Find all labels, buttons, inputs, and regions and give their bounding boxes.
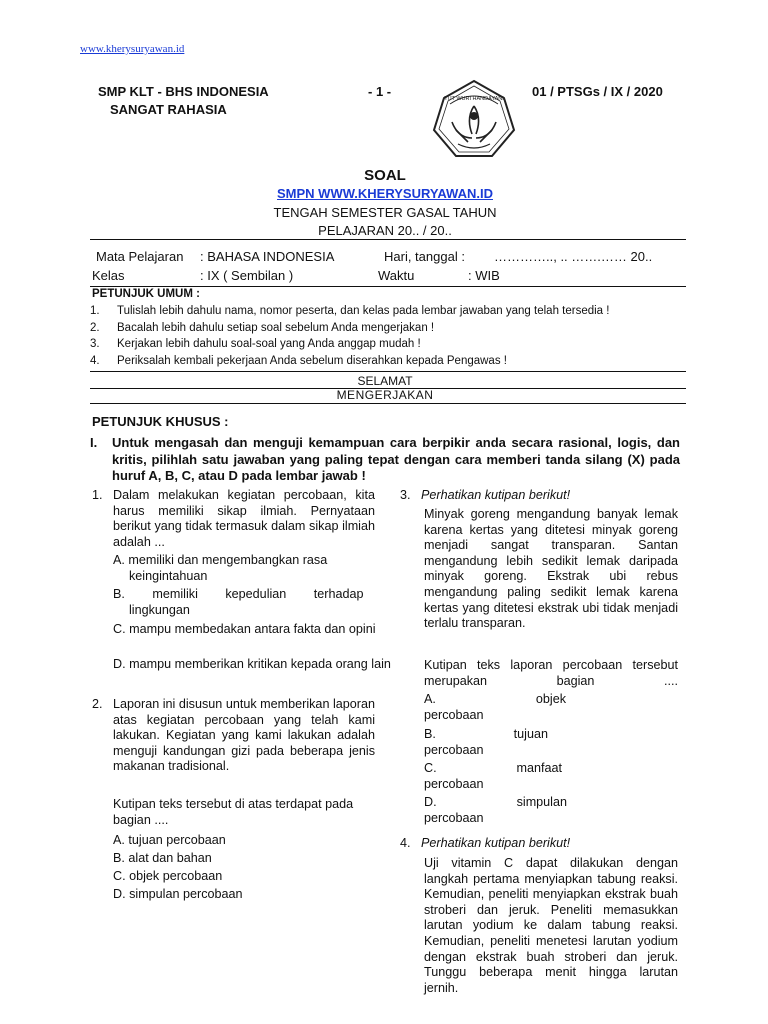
question-1-option-d[interactable]: D. mampu memberikan kritikan kepada orang lain [113, 657, 391, 671]
item-text: Kerjakan lebih dahulu soal-soal yang Anda anggap mudah ! [117, 338, 421, 351]
time-label: Waktu [378, 268, 415, 283]
confidential-label: SANGAT RAHASIA [110, 102, 227, 117]
option-letter: C. [424, 761, 437, 775]
time-value: : WIB [468, 268, 500, 283]
question-2-text: Laporan ini disusun untuk memberikan laporan atas kegiatan percobaan yang telah kami lakukan. Kegiatan yang kami lakukan adalah menguji kandungan gizi pada beberapa jenis makanan tradisional. [113, 697, 375, 774]
option-letter: D. [424, 795, 437, 809]
question-3-option-d[interactable] [424, 795, 567, 826]
question-2-number: 2. [92, 697, 103, 711]
item-text: Bacalah lebih dahulu setiap soal sebelum Anda mengerjakan ! [117, 321, 435, 334]
tut-wuri-handayani-logo [428, 78, 520, 162]
option-word: tujuan [513, 727, 548, 741]
question-1-option-a[interactable]: A. memiliki dan mengembangkan rasa keingintahuan [113, 553, 328, 583]
item-number: 1. [90, 305, 100, 317]
question-3-option-b[interactable] [424, 727, 548, 758]
divider [90, 239, 686, 240]
exam-title-line1: TENGAH SEMESTER GASAL TAHUN [273, 205, 497, 220]
option-continuation: percobaan [424, 742, 484, 757]
svg-text:TUT WURI HANDAYANI: TUT WURI HANDAYANI [444, 96, 504, 102]
option-word: objek [535, 692, 566, 706]
divider [90, 371, 686, 372]
question-3-number: 3. [400, 488, 411, 502]
question-1-number: 1. [92, 488, 103, 502]
question-2-option-c[interactable]: C. objek percobaan [113, 869, 223, 883]
list-item [90, 353, 690, 370]
soal-title: SOAL [364, 167, 406, 184]
question-2-option-a[interactable]: A. tujuan percobaan [113, 833, 226, 847]
school-subject: SMP KLT - BHS INDONESIA [98, 84, 269, 99]
item-text: Periksalah kembali pekerjaan Anda sebelum diserahkan kepada Pengawas ! [117, 354, 507, 367]
question-2-prompt: Kutipan teks tersebut di atas terdapat pada bagian .... [113, 797, 354, 827]
date-value: ………….., .. …….…… 20.. [494, 249, 653, 264]
selamat-line1: SELAMAT [357, 374, 413, 388]
item-number: 2. [90, 321, 100, 334]
document-code: 01 / PTSGs / IX / 2020 [532, 84, 663, 99]
exam-title-line2: PELAJARAN 20.. / 20.. [318, 223, 452, 238]
question-3-prompt: Kutipan teks laporan percobaan tersebut merupakan bagian .... [424, 658, 678, 688]
date-label: Hari, tanggal : [384, 249, 465, 264]
question-4-number: 4. [400, 836, 411, 850]
item-text: Tulislah lebih dahulu nama, nomor peserta, dan kelas pada lembar jawaban yang telah tersedia ! [117, 305, 610, 317]
selamat-line2: MENGERJAKAN [336, 388, 434, 402]
subject-value: : BAHASA INDONESIA [200, 249, 335, 264]
question-3-option-a[interactable] [424, 692, 566, 723]
question-3-text: Minyak goreng mengandung banyak lemak karena kertas yang ditetesi minyak goreng menjadi sangat transparan. Santan mengandung lebih sedikit lemak daripada minyak goreng. Ekstrak ubi rebus mengandung paling sedikit lemak karena kertas yang ditetesi ekstrak ubi tidak menjadi terlalu transparan. [424, 507, 678, 631]
option-word: manfaat [516, 761, 562, 775]
list-item [90, 303, 690, 320]
section-number: I. [90, 435, 98, 450]
list-item [90, 336, 690, 353]
question-1-option-b[interactable]: B. memiliki kepedulian terhadap lingkungan [113, 587, 364, 617]
divider [90, 403, 686, 404]
class-value: : IX ( Sembilan ) [200, 268, 294, 283]
special-instructions-heading: PETUNJUK KHUSUS : [92, 414, 229, 429]
general-instructions-heading: PETUNJUK UMUM : [92, 288, 200, 300]
question-3-option-c[interactable] [424, 761, 562, 792]
subject-label: Mata Pelajaran [96, 249, 184, 264]
school-link[interactable]: SMPN WWW.KHERYSURYAWAN.ID [277, 186, 493, 201]
general-instructions-list [90, 303, 690, 369]
list-item [90, 320, 690, 337]
option-continuation: percobaan [424, 707, 484, 722]
page-number: - 1 - [368, 84, 392, 99]
divider [90, 286, 686, 287]
special-instructions-text: Untuk mengasah dan menguji kemampuan cara berpikir anda secara rasional, logis, dan kritis, pilihlah satu jawaban yang paling tepat dengan cara memberi tanda silang (X) pada huruf A, B, C, atau D pada lembar jawab ! [112, 435, 680, 483]
item-number: 3. [90, 338, 100, 351]
option-continuation: percobaan [424, 810, 484, 825]
item-number: 4. [90, 354, 100, 367]
question-2-option-b[interactable]: B. alat dan bahan [113, 851, 212, 865]
question-1-text: Dalam melakukan kegiatan percobaan, kita harus memiliki sikap ilmiah. Pernyataan berikut yang tidak termasuk dalam sikap ilmiah adalah ... [113, 488, 375, 549]
website-link[interactable]: www.kherysuryawan.id [80, 43, 185, 55]
question-1-option-c[interactable]: C. mampu membedakan antara fakta dan opini [113, 622, 376, 636]
question-4-lead: Perhatikan kutipan berikut! [421, 836, 571, 850]
question-2-option-d[interactable]: D. simpulan percobaan [113, 887, 243, 901]
question-4-text: Uji vitamin C dapat dilakukan dengan langkah pertama menyiapkan tabung reaksi. Kemudian, peneliti menyiapkan ekstrak buah stroberi dan jeruk. Peneliti memasukkan larutan yodium ke dalam tabung reaksi. Kemudian, peneliti menetesi larutan yodium dengan ekstrak buah stroberi dan jeruk. Tunggu beberapa menit hingga larutan jernih. [424, 856, 678, 995]
option-letter: B. [424, 727, 436, 741]
option-continuation: percobaan [424, 776, 484, 791]
class-label: Kelas [92, 268, 125, 283]
option-letter: A. [424, 692, 436, 706]
option-word: simpulan [516, 795, 567, 809]
question-3-lead: Perhatikan kutipan berikut! [421, 488, 571, 502]
